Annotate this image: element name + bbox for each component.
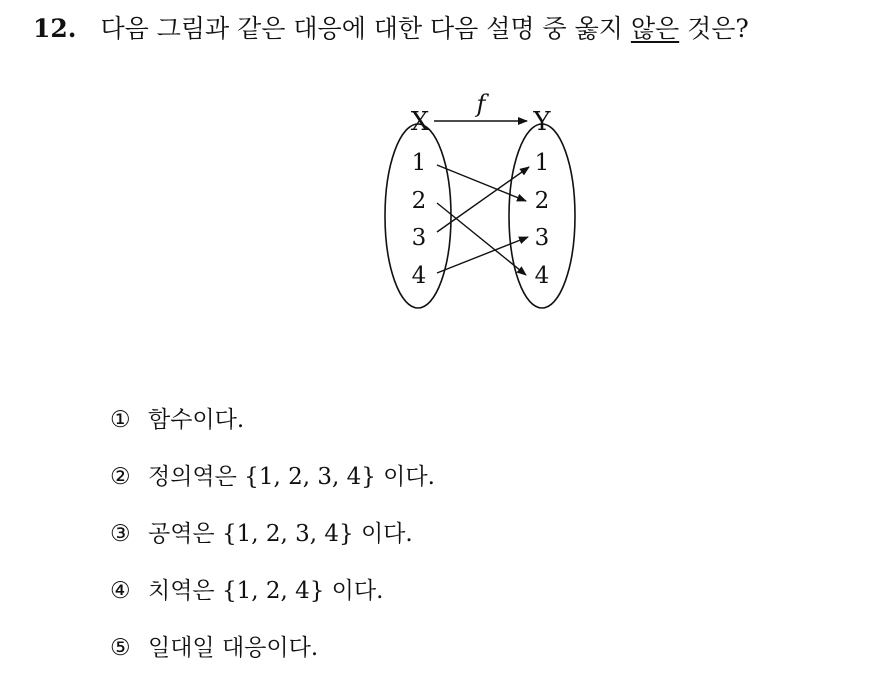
codomain-label: Y — [533, 107, 551, 137]
question-number: 12. — [33, 14, 77, 43]
choice-3-text: 공역은 {1, 2, 3, 4} 이다. — [148, 521, 413, 547]
codomain-element: 2 — [534, 188, 550, 214]
choice-3-mark: ③ — [110, 521, 131, 547]
question-text-underlined: 않은 — [630, 14, 680, 43]
choice-5-mark: ⑤ — [110, 635, 131, 661]
question-stem — [33, 12, 749, 46]
codomain-element: 1 — [534, 150, 550, 176]
domain-element: 2 — [411, 188, 427, 214]
codomain-element: 4 — [534, 263, 550, 289]
question-text: 다음 그림과 같은 대응에 대한 다음 설명 중 옳지 — [100, 14, 631, 43]
answer-choices — [110, 392, 435, 677]
choice-4-mark: ④ — [110, 578, 131, 604]
choice-4-text: 치역은 {1, 2, 4} 이다. — [148, 578, 384, 604]
choice-1[interactable] — [110, 392, 435, 449]
mapping-diagram — [370, 85, 600, 320]
choice-3[interactable] — [110, 506, 435, 563]
function-label: f — [476, 90, 486, 118]
question-text-end: 것은? — [679, 14, 749, 43]
choice-1-text: 함수이다. — [148, 407, 245, 433]
domain-element: 1 — [411, 150, 427, 176]
domain-element: 4 — [411, 263, 427, 289]
choice-1-mark: ① — [110, 407, 131, 433]
codomain-element: 3 — [534, 225, 550, 251]
domain-element: 3 — [411, 225, 427, 251]
choice-5[interactable] — [110, 620, 435, 677]
domain-label: X — [410, 107, 430, 137]
choice-2-mark: ② — [110, 464, 131, 490]
choice-2-text: 정의역은 {1, 2, 3, 4} 이다. — [148, 464, 435, 490]
choice-2[interactable] — [110, 449, 435, 506]
choice-4[interactable] — [110, 563, 435, 620]
choice-5-text: 일대일 대응이다. — [148, 635, 319, 661]
